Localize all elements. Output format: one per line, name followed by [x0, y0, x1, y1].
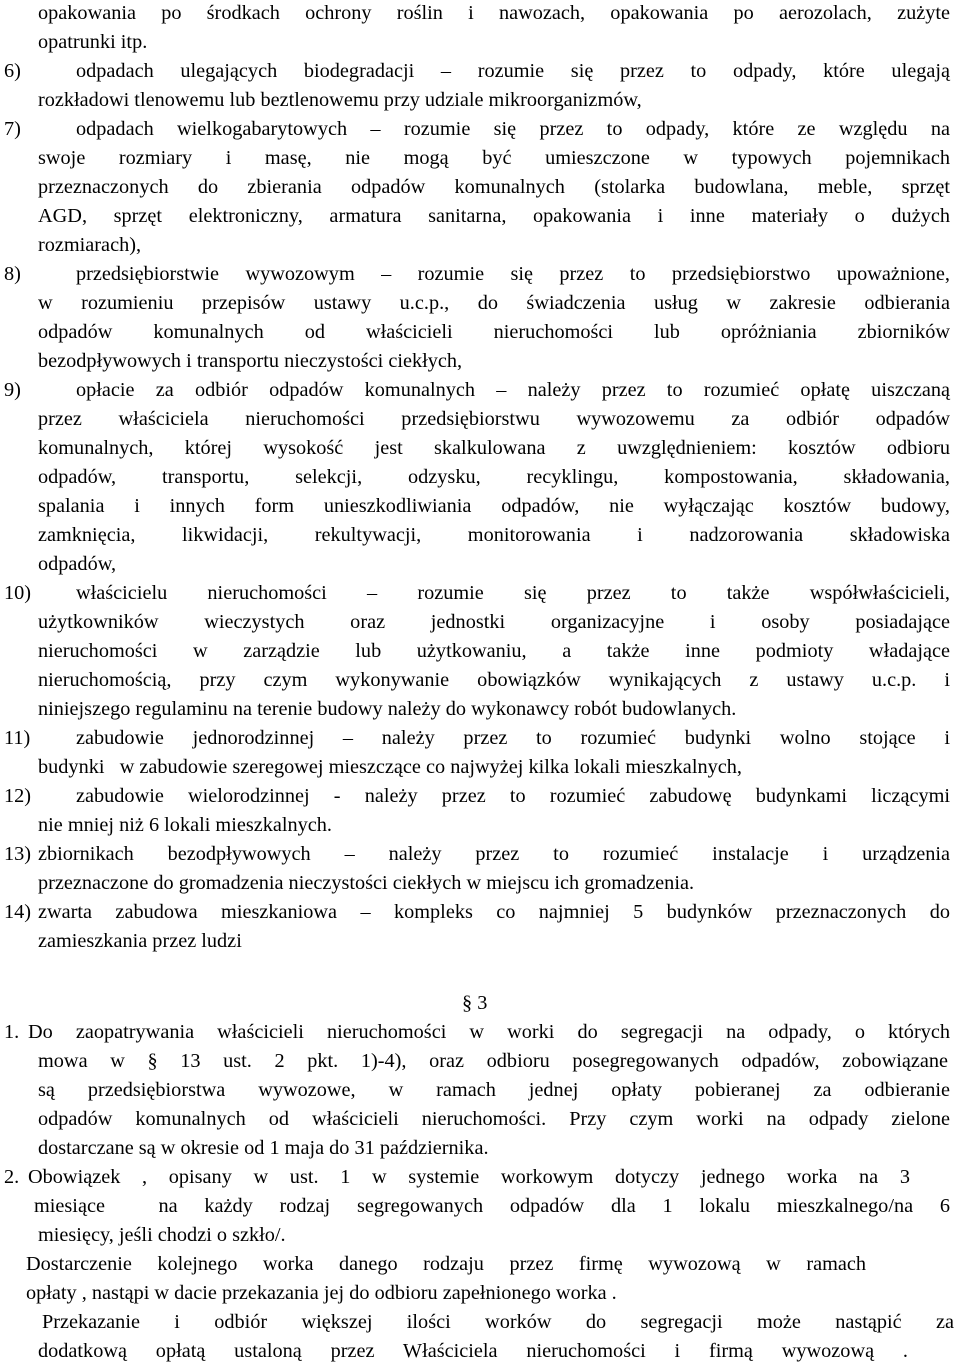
text-line: opatrunki itp.	[38, 31, 148, 53]
text-line: odpadów,	[38, 553, 117, 575]
text-line: zabudowie jednorodzinnej – należy przez to rozumieć budynki wolno stojące i	[76, 727, 950, 749]
text-line: Dostarczenie kolejnego worka danego rodzaju przez firmę wywozową w ramach	[26, 1253, 866, 1275]
text-line: nie mniej niż 6 lokali mieszkalnych.	[38, 814, 332, 836]
text-line: rozkładowi tlenowemu lub beztlenowemu przy udziale mikroorganizmów,	[38, 89, 642, 111]
text-line: mowa w § 13 ust. 2 pkt. 1)-4), oraz odbioru posegregowanych odpadów, zobowiązane	[38, 1050, 948, 1072]
item-number: 12)	[4, 785, 32, 807]
item-number: 6)	[4, 60, 21, 82]
text-line: dostarczane są w okresie od 1 maja do 31 października.	[38, 1137, 489, 1159]
item-number: 10)	[4, 582, 32, 604]
text-line: zbiornikach bezodpływowych – należy przez to rozumieć instalacje i urządzenia	[38, 843, 950, 865]
text-line: Do zaopatrywania właścicieli nieruchomości w worki do segregacji na odpady, o których	[28, 1021, 950, 1043]
text-line: dodatkową opłatą ustaloną przez Właściciela nieruchomości i firmą wywozową .	[38, 1340, 908, 1362]
text-line: bezodpływowych i transportu nieczystości ciekłych,	[38, 350, 463, 372]
section-sign: §	[462, 992, 473, 1014]
text-line: przedsiębiorstwie wywozowym – rozumie się przez to przedsiębiorstwo upoważnione,	[76, 263, 950, 285]
item-number: 13)	[4, 843, 32, 865]
text-line: Obowiązek , opisany w ust. 1 w systemie workowym dotyczy jednego worka na 3	[28, 1166, 910, 1188]
text-line: zamieszkania przez ludzi	[38, 930, 242, 952]
text-line: nieruchomością, przy czym wykonywanie obowiązków wynikających z ustawy u.c.p. i	[38, 669, 950, 691]
text-line: przeznaczonych do zbierania odpadów komunalnych (stolarka budowlana, meble, sprzęt	[38, 176, 950, 198]
text-line: odpadów komunalnych od właścicieli nieruchomości. Przy czym worki na odpady zielone	[38, 1108, 950, 1130]
text-line: swoje rozmiary i masę, nie mogą być umieszczone w typowych pojemnikach	[38, 147, 950, 169]
section-heading	[462, 989, 487, 1018]
text-line: budynki w zabudowie szeregowej mieszczące co najwyżej kilka lokali mieszkalnych,	[38, 756, 742, 778]
text-line: komunalnych, której wysokość jest skalkulowana z uwzględnieniem: kosztów odbioru	[38, 437, 950, 459]
text-line: rozmiarach),	[38, 234, 142, 256]
text-line: odpadach wielkogabarytowych – rozumie się przez to odpady, które ze względu na	[76, 118, 950, 140]
text-line: przez właściciela nieruchomości przedsiębiorstwu wywozowemu za odbiór odpadów	[38, 408, 950, 430]
item-number: 2.	[4, 1166, 20, 1188]
text-line: przeznaczone do gromadzenia nieczystości ciekłych w miejscu ich gromadzenia.	[38, 872, 695, 894]
item-number: 9)	[4, 379, 21, 401]
item-number: 1.	[4, 1021, 20, 1043]
text-line: niniejszego regulaminu na terenie budowy należy do wykonawcy robót budowlanych.	[38, 698, 737, 720]
text-line: odpadów, transportu, selekcji, odzysku, recyklingu, kompostowania, składowania,	[38, 466, 950, 488]
text-line: miesiące na każdy rodzaj segregowanych odpadów dla 1 lokalu mieszkalnego/na 6	[34, 1195, 950, 1217]
text-line: opakowania po środkach ochrony roślin i nawozach, opakowania po aerozolach, zużyte	[38, 2, 950, 24]
text-line: miesięcy, jeśli chodzi o szkło/.	[38, 1224, 286, 1246]
text-line: zabudowie wielorodzinnej - należy przez to rozumieć zabudowę budynkami liczącymi	[76, 785, 950, 807]
item-number: 14)	[4, 901, 32, 923]
text-line: zwarta zabudowa mieszkaniowa – kompleks co najmniej 5 budynków przeznaczonych do	[38, 901, 950, 923]
text-line: zamknięcia, likwidacji, rekultywacji, monitorowania i nadzorowania składowiska	[38, 524, 950, 546]
section-number: 3	[477, 992, 488, 1014]
text-line: Przekazanie i odbiór większej ilości worków do segregacji może nastąpić za	[42, 1311, 954, 1333]
text-line: są przedsiębiorstwa wywozowe, w ramach jednej opłaty pobieranej za odbieranie	[38, 1079, 950, 1101]
text-line: opłaty , nastąpi w dacie przekazania jej do odbioru zapełnionego worka .	[26, 1282, 617, 1304]
item-number: 7)	[4, 118, 21, 140]
item-number: 8)	[4, 263, 21, 285]
item-number: 11)	[4, 727, 31, 749]
text-line: użytkowników wieczystych oraz jednostki organizacyjne i osoby posiadające	[38, 611, 950, 633]
text-line: AGD, sprzęt elektroniczny, armatura sanitarna, opakowania i inne materiały o dużych	[38, 205, 950, 227]
text-line: odpadów komunalnych od właścicieli nieruchomości lub opróżniania zbiorników	[38, 321, 950, 343]
text-line: odpadach ulegających biodegradacji – rozumie się przez to odpady, które ulegają	[76, 60, 950, 82]
text-line: w rozumieniu przepisów ustawy u.c.p., do świadczenia usług w zakresie odbierania	[38, 292, 950, 314]
text-line: opłacie za odbiór odpadów komunalnych – należy przez to rozumieć opłatę uiszczaną	[76, 379, 950, 401]
text-line: nieruchomości w zarządzie lub użytkowaniu, a także inne podmioty władające	[38, 640, 950, 662]
text-line: spalania i innych form unieszkodliwiania odpadów, nie wyłączając kosztów budowy,	[38, 495, 950, 517]
text-line: właścicielu nieruchomości – rozumie się przez to także współwłaścicieli,	[76, 582, 950, 604]
